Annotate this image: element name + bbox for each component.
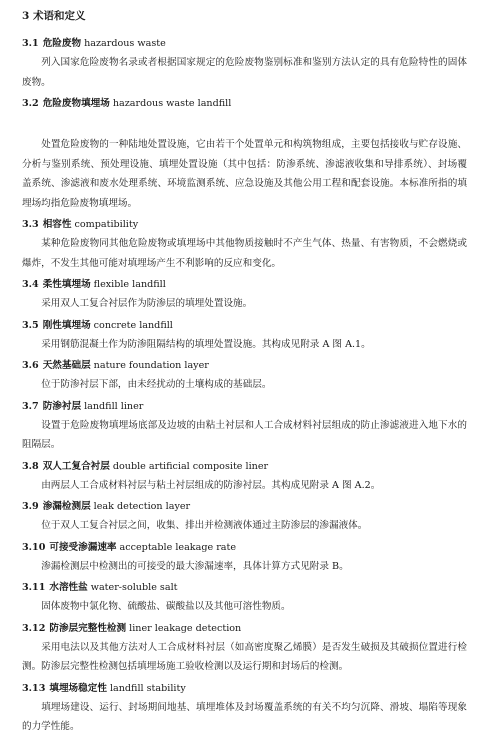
term-heading	[22, 275, 467, 294]
term-chinese-name: 可接受渗漏速率	[49, 541, 117, 553]
term-heading	[22, 397, 467, 416]
term-number: 3.10	[22, 541, 46, 553]
blank-gap	[22, 113, 467, 135]
term-chinese-name: 水溶性盐	[49, 582, 88, 593]
term-definition: 渗漏检测层中检测出的可接受的最大渗漏速率，具体计算方式见附录 B。	[41, 560, 349, 572]
term-english-name: landfill stability	[109, 682, 186, 694]
term-number: 3.3	[22, 219, 39, 230]
term-chinese-name: 危险废物	[42, 38, 82, 49]
term-definition: 采用双人工复合衬层作为防渗层的填埋处置设施。	[41, 298, 253, 309]
term-entry	[22, 215, 467, 273]
term-heading	[22, 578, 467, 597]
term-definition: 某种危险废物同其他危险废物或填埋场中其他物质接触时不产生气体、热量、有害物质，不会燃烧或爆炸，不发生其他可能对填埋场产生不利影响的反应和变化。	[22, 238, 467, 269]
term-entry	[22, 457, 467, 496]
term-entry	[22, 619, 467, 677]
term-english-name: landfill liner	[84, 400, 144, 412]
term-definition: 采用钢筋混凝土作为防渗阻隔结构的填埋处置设施。其构成见附录 A 图 A.1。	[41, 338, 371, 350]
term-heading	[22, 215, 467, 234]
chapter-title: 术语和定义	[32, 10, 86, 22]
terms-list	[22, 34, 467, 737]
term-english-name: leak detection layer	[93, 501, 191, 512]
term-chinese-name: 渗漏检测层	[42, 501, 91, 512]
term-definition: 位于双人工复合衬层之间，收集、排出并检测液体通过主防渗层的渗漏液体。	[41, 520, 368, 531]
term-english-name: acceptable leakage rate	[119, 541, 237, 553]
term-definition: 位于防渗衬层下部，由未经扰动的土壤构成的基础层。	[41, 379, 272, 390]
term-english-name: liner leakage detection	[129, 622, 242, 634]
term-number: 3.1	[22, 38, 39, 49]
term-entry	[22, 94, 467, 213]
term-definition: 设置于危险废物填埋场底部及边坡的由粘土衬层和人工合成材料衬层组成的防止渗滤液进入地下水的阻隔层。	[22, 419, 467, 450]
term-definition: 由两层人工合成材料衬层与粘土衬层组成的防渗衬层。其构成见附录 A 图 A.2。	[41, 479, 381, 491]
term-entry	[22, 275, 467, 314]
term-chinese-name: 防渗层完整性检测	[49, 622, 127, 634]
term-number: 3.13	[22, 682, 46, 694]
term-number: 3.12	[22, 622, 46, 634]
term-chinese-name: 柔性填埋场	[42, 279, 91, 290]
term-entry	[22, 397, 467, 455]
term-heading	[22, 619, 467, 638]
term-definition: 固体废物中氯化物、硫酸盐、碳酸盐以及其他可溶性物质。	[41, 601, 291, 612]
term-definition: 采用电法以及其他方法对人工合成材料衬层（如高密度聚乙烯膜）是否发生破损及其破损位置进行检测。防渗层完整性检测包括填埋场施工验收检测以及运行期和封场后的检测。	[22, 641, 467, 672]
term-entry	[22, 316, 467, 355]
term-chinese-name: 防渗衬层	[42, 400, 82, 412]
term-heading	[22, 457, 467, 476]
term-heading	[22, 94, 467, 113]
term-chinese-name: 相容性	[42, 219, 72, 230]
term-entry	[22, 538, 467, 577]
term-entry	[22, 34, 467, 92]
term-chinese-name: 填埋场稳定性	[49, 682, 107, 694]
term-number: 3.6	[22, 360, 39, 371]
term-number: 3.8	[22, 460, 39, 472]
term-number: 3.11	[22, 582, 46, 593]
term-entry	[22, 578, 467, 617]
term-chinese-name: 双人工复合衬层	[42, 460, 110, 472]
term-english-name: compatibility	[74, 219, 139, 230]
term-english-name: concrete landfill	[93, 319, 173, 331]
term-english-name: flexible landfill	[93, 279, 166, 290]
term-heading	[22, 538, 467, 557]
term-heading	[22, 356, 467, 375]
term-number: 3.4	[22, 279, 39, 290]
term-chinese-name: 刚性填埋场	[42, 319, 91, 331]
chapter-heading	[22, 6, 467, 26]
term-heading	[22, 679, 467, 698]
term-entry	[22, 497, 467, 536]
term-chinese-name: 危险废物填埋场	[42, 98, 110, 109]
term-definition: 填埋场建设、运行、封场期间地基、填埋堆体及封场覆盖系统的有关不均匀沉降、滑坡、塌陷等现象的力学性能。	[22, 701, 467, 732]
term-number: 3.9	[22, 501, 39, 512]
term-number: 3.5	[22, 319, 39, 331]
term-definition: 处置危险废物的一种陆地处置设施，它由若干个处置单元和构筑物组成，主要包括接收与贮存设施、分析与鉴别系统、预处理设施、填埋处置设施（其中包括：防渗系统、渗滤液收集和导排系统）、封场覆盖系统、渗滤液和废水处理系统、环境监测系统、应急设施及其他公用工程和配套设施。本标准所指的填埋场均指危险废物填埋场。	[22, 139, 467, 209]
term-heading	[22, 34, 467, 53]
term-number: 3.2	[22, 98, 39, 109]
term-chinese-name: 天然基础层	[42, 360, 91, 371]
term-number: 3.7	[22, 400, 39, 412]
term-english-name: double artificial composite liner	[112, 460, 269, 472]
term-english-name: water-soluble salt	[90, 582, 178, 593]
term-entry	[22, 356, 467, 395]
chapter-number: 3	[22, 10, 30, 22]
term-heading	[22, 316, 467, 335]
term-definition: 列入国家危险废物名录或者根据国家规定的危险废物鉴别标准和鉴别方法认定的具有危险特性的固体废物。	[22, 57, 467, 88]
term-english-name: nature foundation layer	[93, 360, 209, 371]
term-english-name: hazardous waste landfill	[112, 98, 232, 109]
term-english-name: hazardous waste	[84, 38, 166, 49]
term-heading	[22, 497, 467, 516]
